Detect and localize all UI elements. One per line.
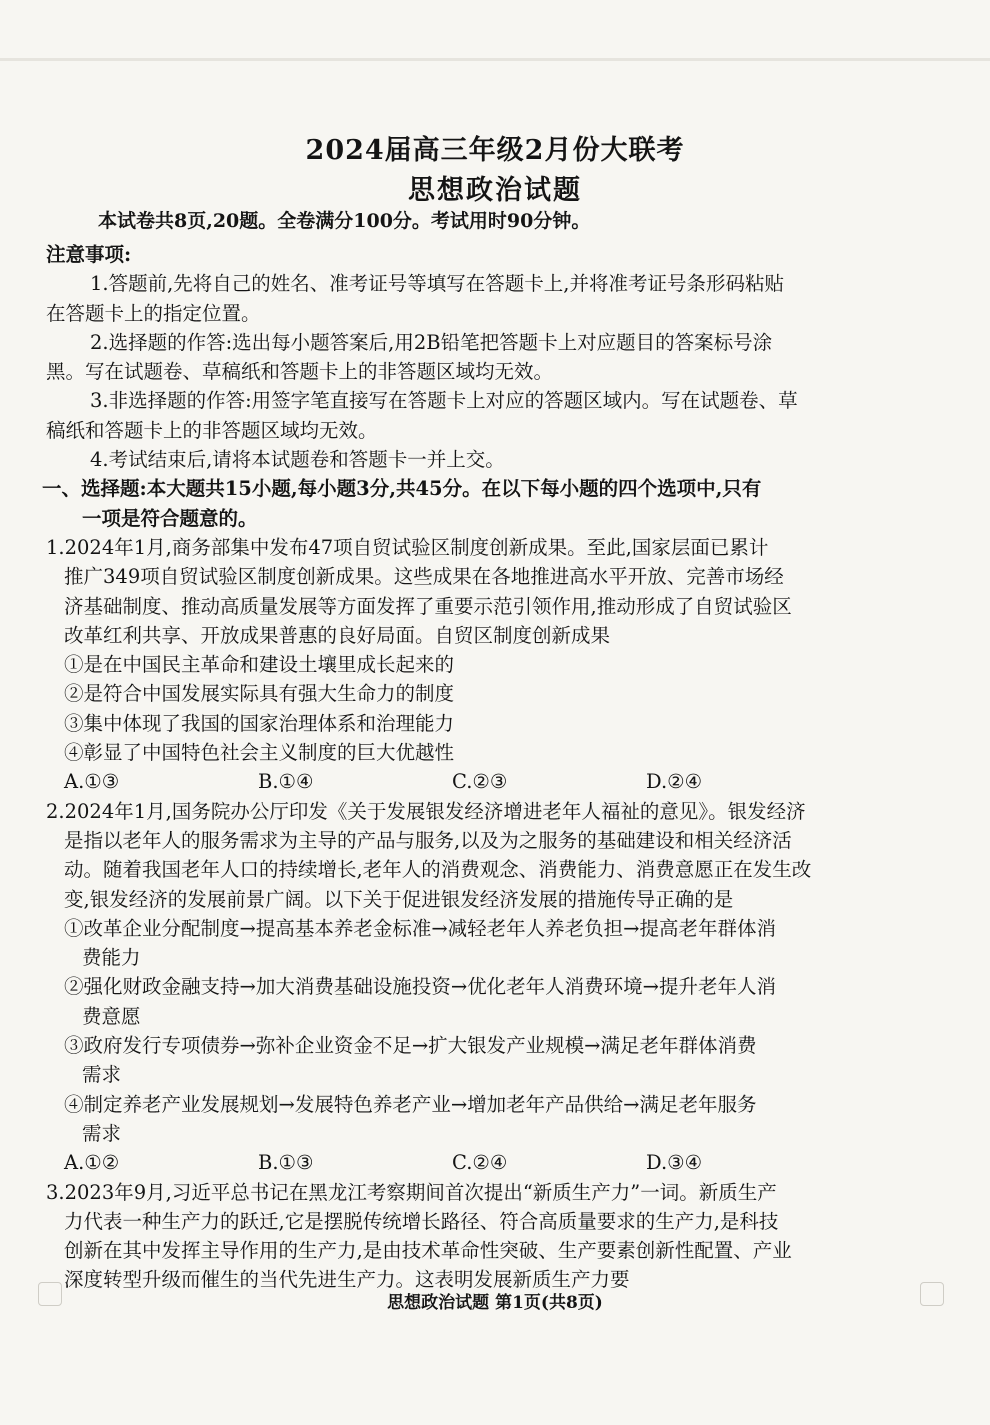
- section-heading: 一、选择题:本大题共15小题,每小题3分,共45分。在以下每小题的四个选项中,只有: [42, 477, 762, 501]
- question-1-stem: 改革红利共享、开放成果普惠的良好局面。自贸区制度创新成果: [64, 623, 611, 647]
- question-3-stem: 创新在其中发挥主导作用的生产力,是由技术革命性突破、生产要素创新性配置、产业: [64, 1239, 792, 1263]
- note-line: 1.答题前,先将自己的姓名、准考证号等填写在答题卡上,并将准考证号条形码粘贴: [90, 272, 785, 296]
- question-3-stem: 力代表一种生产力的跃迁,它是摆脱传统增长路径、符合高质量要求的生产力,是科技: [64, 1209, 779, 1233]
- exam-content: [42, 240, 876, 1295]
- section-heading-cont: 一项是符合题意的。: [82, 506, 258, 530]
- question-2-item: ④制定养老产业发展规划→发展特色养老产业→增加老年产品供给→满足老年服务: [64, 1092, 757, 1116]
- option-a: A.①②: [64, 1151, 120, 1175]
- question-1-stem: 推广349项自贸试验区制度创新成果。这些成果在各地推进高水平开放、完善市场经: [64, 565, 784, 589]
- option-b: B.①③: [258, 1151, 314, 1175]
- question-2-stem: 是指以老年人的服务需求为主导的产品与服务,以及为之服务的基础建设和相关经济活: [64, 828, 792, 852]
- subject-title: 思想政治试题: [408, 175, 582, 206]
- question-2-item: ③政府发行专项债券→弥补企业资金不足→扩大银发产业规模→满足老年群体消费: [64, 1034, 757, 1058]
- question-2-stem: 2.2024年1月,国务院办公厅印发《关于发展银发经济增进老年人福祉的意见》。银发经济: [46, 799, 806, 823]
- paper-fold-line: [0, 58, 990, 61]
- option-b: B.①④: [258, 770, 314, 794]
- option-a: A.①③: [64, 770, 120, 794]
- question-2-item-cont: 费意愿: [82, 1004, 141, 1028]
- note-line: 稿纸和答题卡上的非答题区域均无效。: [46, 418, 378, 442]
- notes-heading: 注意事项:: [46, 243, 132, 266]
- exam-title: 2024届高三年级2月份大联考: [305, 135, 685, 166]
- note-line: 2.选择题的作答:选出每小题答案后,用2B铅笔把答题卡上对应题目的答案标号涂: [90, 330, 773, 354]
- question-1-stem: 1.2024年1月,商务部集中发布47项自贸试验区制度创新成果。至此,国家层面已累计: [46, 535, 769, 559]
- option-d: D.②④: [646, 770, 703, 794]
- question-2-item: ①改革企业分配制度→提高基本养老金标准→减轻老年人养老负担→提高老年群体消: [64, 916, 777, 940]
- question-2-options: [46, 1148, 876, 1177]
- question-2-item-cont: 费能力: [82, 946, 141, 970]
- question-2-item-cont: 需求: [82, 1063, 122, 1087]
- question-2-stem: 动。随着我国老年人口的持续增长,老年人的消费观念、消费能力、消费意愿正在发生改: [64, 858, 812, 882]
- question-1-item: ③集中体现了我国的国家治理体系和治理能力: [64, 711, 455, 735]
- page-footer: 思想政治试题 第1页(共8页): [387, 1293, 603, 1313]
- question-1-item: ②是符合中国发展实际具有强大生命力的制度: [64, 682, 455, 706]
- exam-info: 本试卷共8页,20题。全卷满分100分。考试用时90分钟。: [98, 210, 591, 232]
- note-line: 在答题卡上的指定位置。: [46, 301, 261, 325]
- note-line: 4.考试结束后,请将本试题卷和答题卡一并上交。: [90, 448, 505, 472]
- question-1-item: ①是在中国民主革命和建设土壤里成长起来的: [64, 653, 455, 677]
- option-c: C.②③: [452, 770, 508, 794]
- option-c: C.②④: [452, 1151, 508, 1175]
- question-2-item: ②强化财政金融支持→加大消费基础设施投资→优化老年人消费环境→提升老年人消: [64, 975, 777, 999]
- note-line: 3.非选择题的作答:用签字笔直接写在答题卡上对应的答题区域内。写在试题卷、草: [90, 389, 798, 413]
- question-3-stem: 3.2023年9月,习近平总书记在黑龙江考察期间首次提出“新质生产力”一词。新质生产: [46, 1180, 777, 1204]
- question-1-stem: 济基础制度、推动高质量发展等方面发挥了重要示范引领作用,推动形成了自贸试验区: [64, 594, 792, 618]
- option-d: D.③④: [646, 1151, 703, 1175]
- question-2-item-cont: 需求: [82, 1121, 122, 1145]
- question-2-stem: 变,银发经济的发展前景广阔。以下关于促进银发经济发展的措施传导正确的是: [64, 887, 734, 911]
- question-3-stem: 深度转型升级而催生的当代先进生产力。这表明发展新质生产力要: [64, 1268, 630, 1292]
- question-1-item: ④彰显了中国特色社会主义制度的巨大优越性: [64, 741, 455, 765]
- note-line: 黑。写在试题卷、草稿纸和答题卡上的非答题区域均无效。: [46, 360, 554, 384]
- question-1-options: [46, 767, 876, 796]
